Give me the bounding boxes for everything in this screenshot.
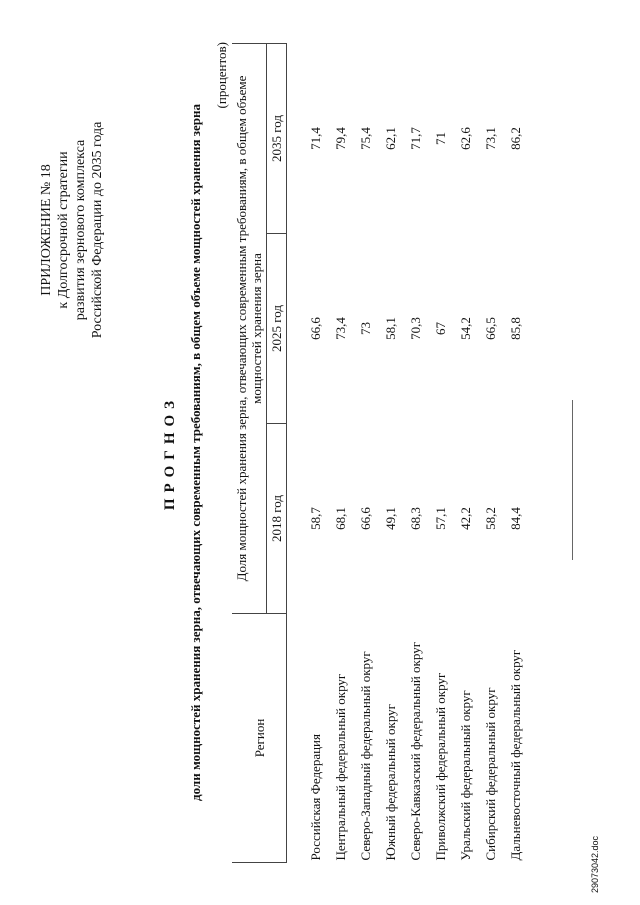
- value-2025: 85,8: [507, 317, 523, 340]
- file-name-label: 29073042.doc: [590, 835, 600, 893]
- units-label: (процентов): [214, 42, 229, 109]
- region-name: Сибирский федеральный округ: [482, 687, 498, 861]
- table-row: [428, 44, 453, 863]
- value-2035: 71: [432, 132, 448, 146]
- value-2018: 68,3: [407, 507, 423, 530]
- value-2025: 73: [357, 322, 373, 336]
- value-2018: 58,7: [307, 507, 323, 530]
- year-header-2035: 2035 год: [267, 44, 287, 234]
- share-group-header: Доля мощностей хранения зерна, отвечающих современным требованиям, в общем объеме мощностей хранения зерна: [232, 44, 267, 614]
- value-2035: 71,4: [307, 127, 323, 150]
- region-name: Приволжский федеральный округ: [432, 672, 448, 861]
- value-2035: 62,6: [457, 127, 473, 150]
- value-2035: 75,4: [357, 127, 373, 150]
- value-2035: 71,7: [407, 127, 423, 150]
- value-2025: 66,5: [482, 317, 498, 340]
- forecast-table: [232, 43, 528, 863]
- annex-header: [38, 70, 106, 390]
- value-2035: 62,1: [382, 127, 398, 150]
- value-2025: 70,3: [407, 317, 423, 340]
- value-2018: 49,1: [382, 507, 398, 530]
- value-2025: 54,2: [457, 317, 473, 340]
- table-row: [378, 44, 403, 863]
- value-2018: 57,1: [432, 507, 448, 530]
- value-2018: 58,2: [482, 507, 498, 530]
- table-row: [503, 44, 528, 863]
- region-name: Северо-Кавказский федеральный округ: [407, 641, 423, 861]
- table-row: [353, 44, 378, 863]
- value-2035: 79,4: [332, 127, 348, 150]
- value-2025: 58,1: [382, 317, 398, 340]
- region-name: Северо-Западный федеральный округ: [357, 651, 373, 861]
- table-row: [287, 44, 329, 863]
- value-2018: 42,2: [457, 507, 473, 530]
- value-2035: 86,2: [507, 127, 523, 150]
- value-2035: 73,1: [482, 127, 498, 150]
- region-name: Уральский федеральный округ: [457, 690, 473, 861]
- region-column-header: Регион: [232, 614, 287, 863]
- annex-line-1: ПРИЛОЖЕНИЕ № 18: [39, 164, 54, 296]
- end-divider-line: [572, 400, 573, 560]
- value-2018: 84,4: [507, 507, 523, 530]
- value-2018: 66,6: [357, 507, 373, 530]
- document-subtitle: доли мощностей хранения зерна, отвечающих современным требованиям, в общем объеме мощностей хранения зерна: [188, 104, 203, 801]
- value-2018: 68,1: [332, 507, 348, 530]
- annex-line-4: Российской Федерации до 2035 года: [90, 121, 105, 339]
- region-name: Центральный федеральный округ: [332, 673, 348, 861]
- table-row: [328, 44, 353, 863]
- year-header-2018: 2018 год: [267, 424, 287, 614]
- table-row: [453, 44, 478, 863]
- annex-line-3: развития зернового комплекса: [73, 139, 88, 321]
- region-name: Дальневосточный федеральный округ: [507, 649, 523, 861]
- region-name: Российская Федерация: [307, 734, 323, 861]
- document-title: ПРОГНОЗ: [162, 394, 178, 511]
- value-2025: 67: [432, 322, 448, 336]
- year-header-2025: 2025 год: [267, 234, 287, 424]
- region-name: Южный федеральный округ: [382, 704, 398, 861]
- table-row: [403, 44, 428, 863]
- annex-line-2: к Долгосрочной стратегии: [56, 151, 71, 309]
- value-2025: 73,4: [332, 317, 348, 340]
- table-row: [478, 44, 503, 863]
- value-2025: 66,6: [307, 317, 323, 340]
